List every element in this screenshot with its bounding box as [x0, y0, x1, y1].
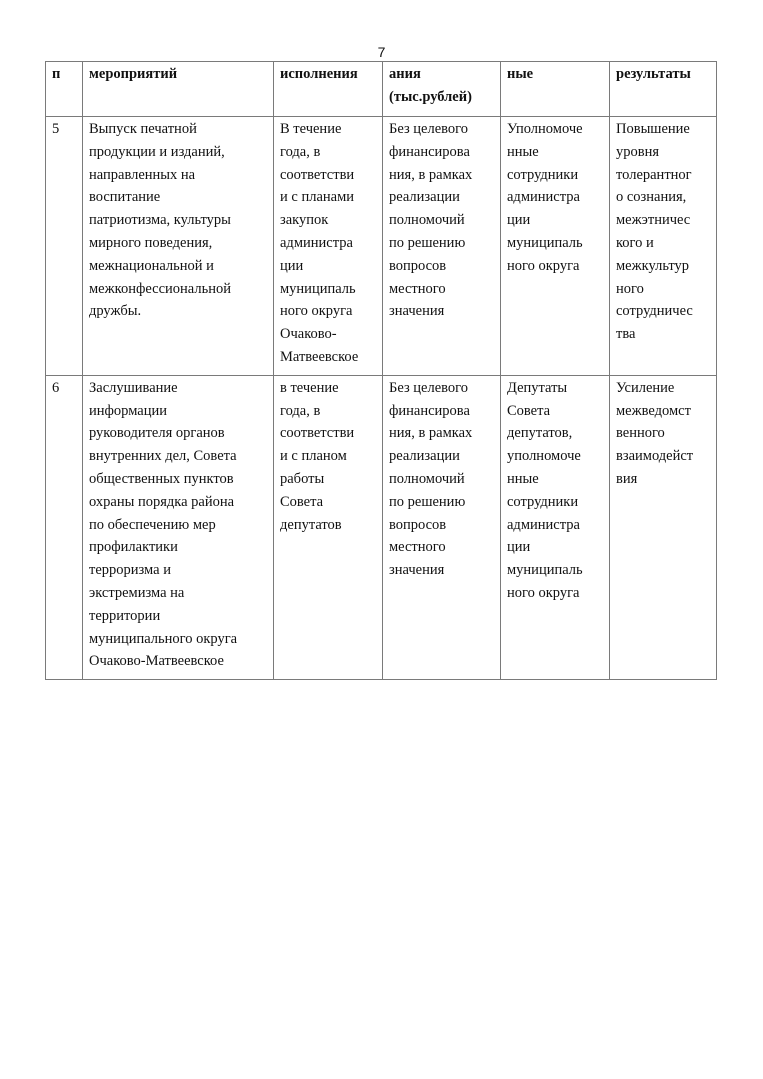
- cell-text-line: Совета: [507, 402, 551, 419]
- cell-text-line: ания: [389, 66, 421, 82]
- cell-text-line: значения: [389, 562, 445, 579]
- header-cell-execution: [274, 62, 383, 117]
- header-cell-financing: [383, 62, 501, 117]
- cell-text-line: муниципального округа: [89, 630, 238, 647]
- cell-text-line: местного: [389, 280, 446, 297]
- cell-text-line: ции: [507, 539, 531, 556]
- cell-text-line: экстремизма на: [89, 584, 185, 601]
- cell-text-line: воспитание: [89, 189, 161, 206]
- header-cell-events: [83, 62, 274, 117]
- cell-text-line: межкультур: [616, 257, 690, 274]
- cell-text-line: уполномоче: [507, 448, 581, 465]
- cell-responsible: [501, 375, 610, 679]
- cell-text-line: исполнения: [280, 66, 358, 82]
- cell-text-line: финансирова: [389, 143, 470, 160]
- cell-text-line: местного: [389, 539, 446, 556]
- table-row-6: [46, 375, 717, 679]
- cell-text-line: Выпуск печатной: [89, 121, 197, 137]
- cell-financing: [383, 375, 501, 679]
- cell-text-line: информации: [89, 402, 167, 419]
- cell-text-line: Усиление: [616, 379, 675, 396]
- cell-financing: [383, 117, 501, 376]
- cell-number: [46, 117, 83, 376]
- events-table: [45, 61, 717, 680]
- cell-event: [83, 117, 274, 376]
- cell-text-line: реализации: [389, 189, 460, 206]
- cell-text-line: нные: [507, 143, 539, 160]
- cell-text-line: уровня: [616, 143, 660, 160]
- cell-text-line: ного округа: [280, 303, 353, 320]
- cell-text-line: взаимодейст: [616, 448, 694, 465]
- cell-text-line: реализации: [389, 448, 460, 465]
- cell-text-line: сотрудничес: [616, 303, 693, 320]
- cell-text-line: по решению: [389, 493, 466, 510]
- cell-text-line: Очаково-: [280, 326, 337, 343]
- cell-text-line: руководителя органов: [89, 425, 225, 442]
- cell-text-line: года, в: [280, 402, 321, 419]
- cell-text-line: ния, в рамках: [389, 166, 473, 183]
- cell-text-line: администра: [507, 516, 580, 533]
- cell-text-line: сотрудники: [507, 493, 579, 510]
- cell-text-line: ции: [507, 212, 531, 229]
- cell-text-line: года, в: [280, 143, 321, 160]
- cell-text-line: общественных пунктов: [89, 470, 234, 487]
- cell-execution-term: [274, 117, 383, 376]
- cell-text-line: соответстви: [280, 425, 355, 442]
- cell-text-line: тва: [616, 326, 636, 343]
- cell-text-line: (тыс.рублей): [389, 88, 472, 105]
- header-cell-results: [610, 62, 717, 117]
- cell-text-line: Совета: [280, 493, 324, 510]
- cell-text-line: ные: [507, 66, 534, 82]
- cell-text-line: Повышение: [616, 121, 690, 137]
- cell-text-line: межэтничес: [616, 212, 691, 229]
- cell-text-line: и с планом: [280, 448, 347, 465]
- cell-text-line: профилактики: [89, 539, 178, 556]
- cell-text-line: п: [52, 66, 61, 82]
- cell-text-line: муниципаль: [507, 562, 583, 579]
- cell-text-line: вия: [616, 470, 638, 487]
- cell-text-line: ции: [280, 257, 304, 274]
- cell-text-line: кого и: [616, 234, 654, 251]
- cell-text-line: Заслушивание: [89, 379, 178, 396]
- cell-expected-results: [610, 375, 717, 679]
- cell-event: [83, 375, 274, 679]
- cell-text-line: 6: [52, 379, 60, 396]
- cell-text-line: соответстви: [280, 166, 355, 183]
- cell-text-line: мероприятий: [89, 66, 178, 82]
- cell-text-line: продукции и изданий,: [89, 143, 225, 160]
- cell-text-line: сотрудники: [507, 166, 579, 183]
- cell-text-line: внутренних дел, Совета: [89, 448, 237, 465]
- table-row-5: [46, 117, 717, 376]
- cell-execution-term: [274, 375, 383, 679]
- cell-text-line: по обеспечению мер: [89, 516, 216, 533]
- cell-text-line: муниципаль: [280, 280, 356, 297]
- cell-text-line: территории: [89, 607, 161, 624]
- cell-text-line: Очаково-Матвеевское: [89, 653, 224, 670]
- cell-text-line: толерантног: [616, 166, 692, 183]
- cell-text-line: финансирова: [389, 402, 470, 419]
- cell-text-line: межконфессиональной: [89, 280, 231, 297]
- cell-expected-results: [610, 117, 717, 376]
- cell-text-line: муниципаль: [507, 234, 583, 251]
- cell-text-line: дружбы.: [89, 303, 142, 320]
- cell-text-line: мирного поведения,: [89, 234, 213, 251]
- cell-text-line: нные: [507, 470, 539, 487]
- cell-text-line: вопросов: [389, 516, 447, 533]
- cell-text-line: значения: [389, 303, 445, 320]
- cell-text-line: 5: [52, 121, 60, 137]
- cell-responsible: [501, 117, 610, 376]
- cell-text-line: патриотизма, культуры: [89, 212, 231, 229]
- cell-text-line: закупок: [280, 212, 329, 229]
- cell-text-line: Без целевого: [389, 121, 468, 137]
- cell-text-line: Уполномоче: [507, 121, 583, 137]
- cell-text-line: Депутаты: [507, 379, 568, 396]
- cell-text-line: ного: [616, 280, 644, 297]
- header-cell-number: [46, 62, 83, 117]
- table-header-row: [46, 62, 717, 117]
- cell-text-line: депутатов: [280, 516, 342, 533]
- cell-text-line: по решению: [389, 234, 466, 251]
- cell-text-line: в течение: [280, 379, 339, 396]
- cell-text-line: ния, в рамках: [389, 425, 473, 442]
- cell-text-line: результаты: [616, 66, 691, 82]
- cell-text-line: полномочий: [389, 470, 465, 487]
- cell-text-line: направленных на: [89, 166, 196, 183]
- cell-text-line: ного округа: [507, 257, 580, 274]
- cell-text-line: ного округа: [507, 584, 580, 601]
- cell-text-line: депутатов,: [507, 425, 573, 442]
- cell-text-line: и с планами: [280, 189, 355, 206]
- cell-text-line: межведомст: [616, 402, 691, 419]
- header-cell-responsible: [501, 62, 610, 117]
- cell-text-line: вопросов: [389, 257, 447, 274]
- cell-text-line: полномочий: [389, 212, 465, 229]
- page-number: 7: [377, 44, 386, 60]
- cell-text-line: работы: [280, 470, 325, 487]
- cell-text-line: Матвеевское: [280, 348, 359, 365]
- cell-number: [46, 375, 83, 679]
- cell-text-line: венного: [616, 425, 665, 442]
- cell-text-line: администра: [507, 189, 580, 206]
- cell-text-line: администра: [280, 234, 353, 251]
- cell-text-line: Без целевого: [389, 379, 468, 396]
- cell-text-line: о сознания,: [616, 189, 687, 206]
- cell-text-line: межнациональной и: [89, 257, 214, 274]
- cell-text-line: В течение: [280, 121, 342, 137]
- cell-text-line: терроризма и: [89, 562, 171, 579]
- cell-text-line: охраны порядка района: [89, 493, 235, 510]
